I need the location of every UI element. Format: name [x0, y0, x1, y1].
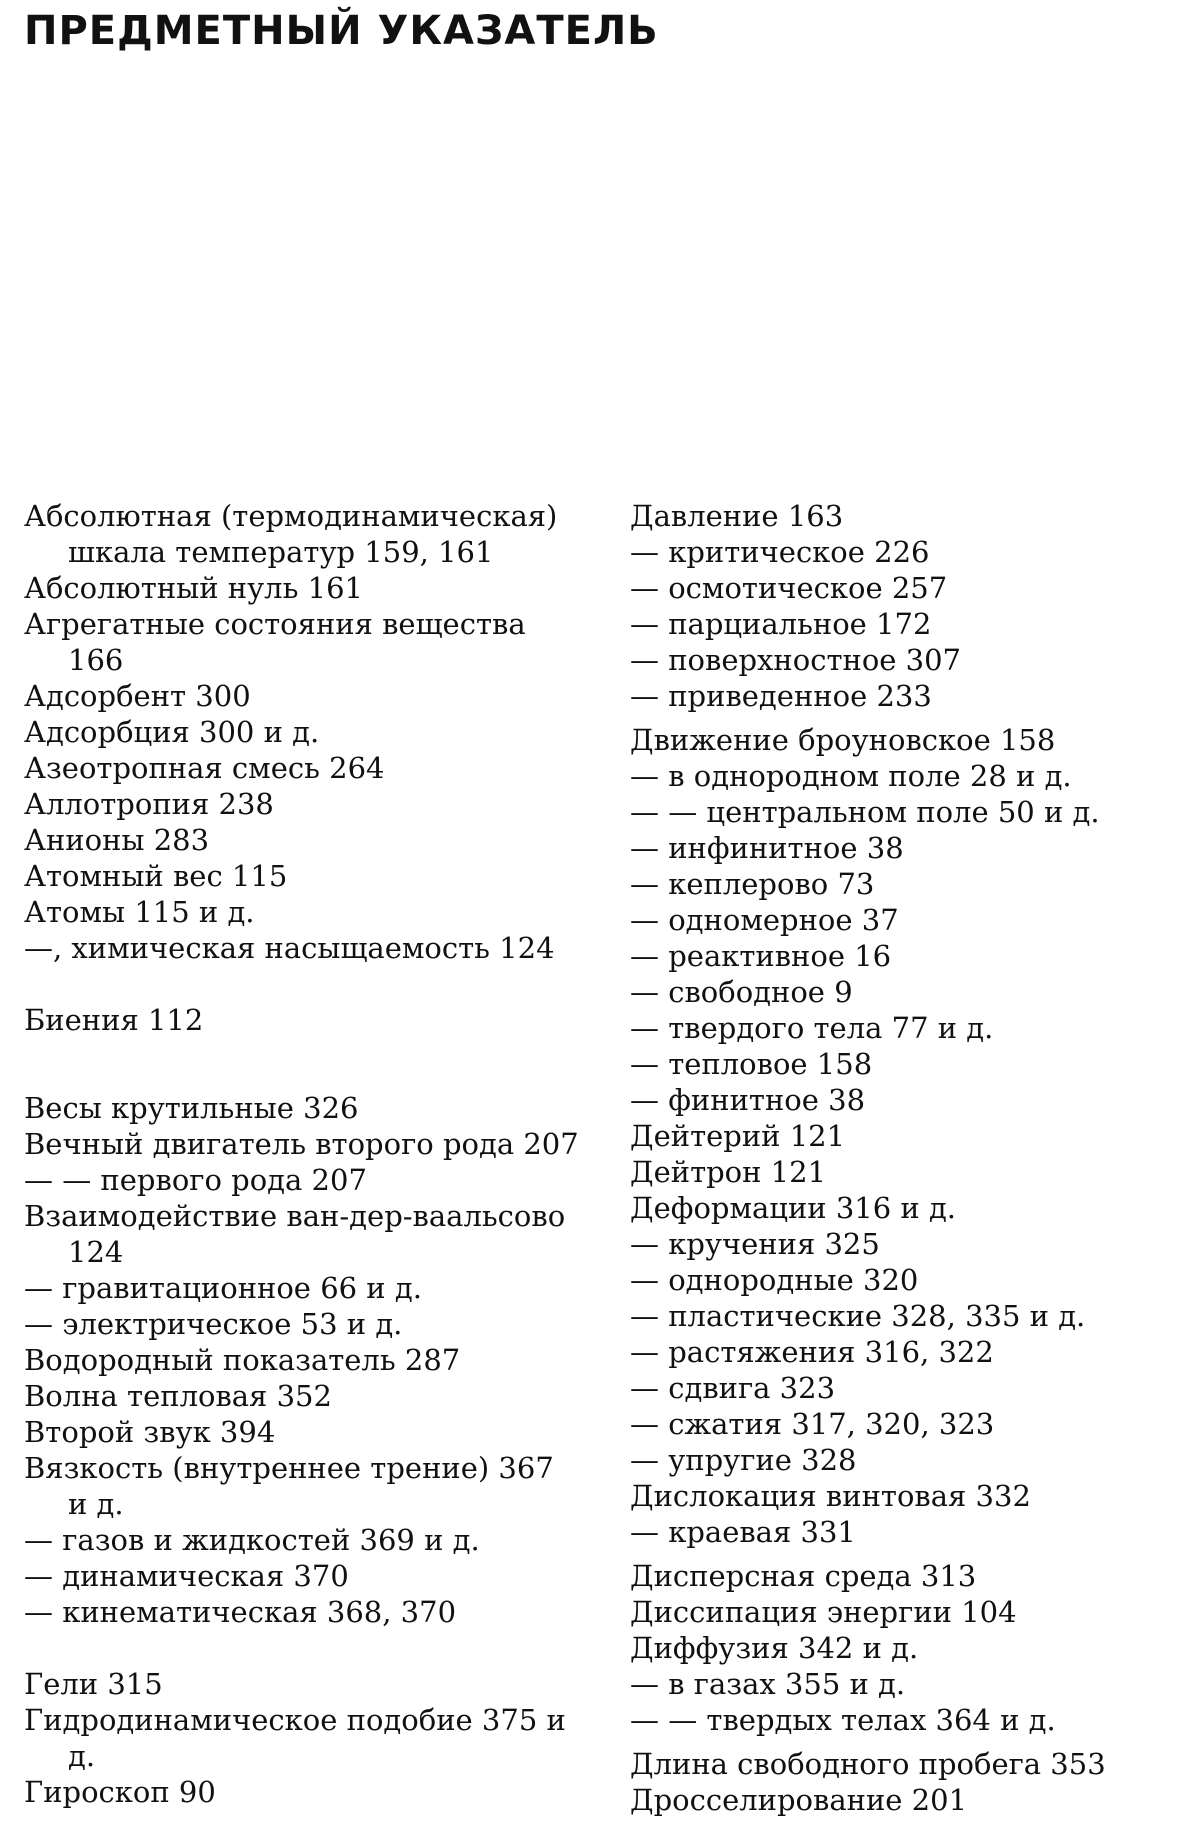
- index-entry: Второй звук 394: [24, 1415, 276, 1449]
- index-entry: — сжатия 317, 320, 323: [630, 1407, 995, 1441]
- index-entry: Дисперсная среда 313: [630, 1559, 977, 1593]
- index-entry: — реактивное 16: [630, 939, 892, 973]
- index-entry: — кинематическая 368, 370: [24, 1595, 457, 1629]
- index-entry: — динамическая 370: [24, 1559, 349, 1593]
- index-entry: — пластические 328, 335 и д.: [630, 1299, 1086, 1333]
- index-entry: Атомы 115 и д.: [24, 895, 255, 929]
- index-entry: — инфинитное 38: [630, 831, 904, 865]
- index-entry: — однородные 320: [630, 1263, 919, 1297]
- index-entry: Дейтрон 121: [630, 1155, 827, 1189]
- index-entry: — краевая 331: [630, 1515, 856, 1549]
- index-entry: — свободное 9: [630, 975, 853, 1009]
- index-entry: Взаимодействие ван-дер-ваальсово 124: [24, 1199, 566, 1269]
- index-entry: Абсолютная (термодинамическая) шкала температур 159, 161: [24, 499, 558, 569]
- section-gap: [24, 1038, 579, 1090]
- index-entry: — растяжения 316, 322: [630, 1335, 994, 1369]
- index-entry: — газов и жидкостей 369 и д.: [24, 1523, 480, 1557]
- index-entry: Гироскоп 90: [24, 1775, 216, 1809]
- index-entry: Давление 163: [630, 499, 844, 533]
- index-entry: — электрическое 53 и д.: [24, 1307, 403, 1341]
- section-gap: [24, 1630, 579, 1666]
- index-entry: Анионы 283: [24, 823, 210, 857]
- index-entry: — финитное 38: [630, 1083, 866, 1117]
- index-entry: — упругие 328: [630, 1443, 857, 1477]
- index-entry: — — центральном поле 50 и д.: [630, 795, 1100, 829]
- index-entry: Гидродинамическое подобие 375 и д.: [24, 1703, 566, 1773]
- index-entry: Агрегатные состояния вещества 166: [24, 607, 526, 677]
- index-entry: Гели 315: [24, 1667, 163, 1701]
- index-entry: Дислокация винтовая 332: [630, 1479, 1031, 1513]
- index-entry: —, химическая насыщаемость 124: [24, 931, 555, 965]
- index-entry: — тепловое 158: [630, 1047, 873, 1081]
- index-entry: — осмотическое 257: [630, 571, 948, 605]
- index-entry: Адсорбент 300: [24, 679, 251, 713]
- index-entry: — в газах 355 и д.: [630, 1667, 906, 1701]
- index-entry: Волна тепловая 352: [24, 1379, 332, 1413]
- index-entry: Деформации 316 и д.: [630, 1191, 957, 1225]
- index-entry: Вечный двигатель второго рода 207: [24, 1127, 579, 1161]
- index-entry: — гравитационное 66 и д.: [24, 1271, 422, 1305]
- index-entry: — в однородном поле 28 и д.: [630, 759, 1072, 793]
- section-gap: [24, 966, 579, 1002]
- index-entry: Диффузия 342 и д.: [630, 1631, 919, 1665]
- index-entry: Биения 112: [24, 1003, 204, 1037]
- index-entry: Водородный показатель 287: [24, 1343, 461, 1377]
- index-entry: — — первого рода 207: [24, 1163, 367, 1197]
- index-entry: Адсорбция 300 и д.: [24, 715, 320, 749]
- index-entry: Вязкость (внутреннее трение) 367 и д.: [24, 1451, 554, 1521]
- index-entry: Движение броуновское 158: [630, 723, 1056, 757]
- index-entry: — кручения 325: [630, 1227, 880, 1261]
- section-gap: [630, 1550, 1190, 1558]
- page-title: ПРЕДМЕТНЫЙ УКАЗАТЕЛЬ: [24, 8, 659, 54]
- index-entry: Весы крутильные 326: [24, 1091, 359, 1125]
- index-entry: Азеотропная смесь 264: [24, 751, 385, 785]
- index-entry: Длина свободного пробега 353: [630, 1747, 1106, 1781]
- index-entry: — кеплерово 73: [630, 867, 875, 901]
- index-entry: Диссипация энергии 104: [630, 1595, 1017, 1629]
- index-entry: Абсолютный нуль 161: [24, 571, 363, 605]
- index-entry: Атомный вес 115: [24, 859, 288, 893]
- index-entry: Дросселирование 201: [630, 1783, 968, 1817]
- index-entry: — приведенное 233: [630, 679, 932, 713]
- section-gap: [630, 1738, 1190, 1746]
- index-column-left: [24, 498, 579, 1810]
- index-entry: — — твердых телах 364 и д.: [630, 1703, 1056, 1737]
- index-entry: Дейтерий 121: [630, 1119, 846, 1153]
- index-column-right: [630, 498, 1190, 1818]
- index-entry: — сдвига 323: [630, 1371, 836, 1405]
- index-entry: — одномерное 37: [630, 903, 899, 937]
- index-entry: — парциальное 172: [630, 607, 932, 641]
- index-entry: Аллотропия 238: [24, 787, 274, 821]
- index-entry: — критическое 226: [630, 535, 930, 569]
- index-entry: — твердого тела 77 и д.: [630, 1011, 994, 1045]
- section-gap: [630, 714, 1190, 722]
- index-entry: — поверхностное 307: [630, 643, 962, 677]
